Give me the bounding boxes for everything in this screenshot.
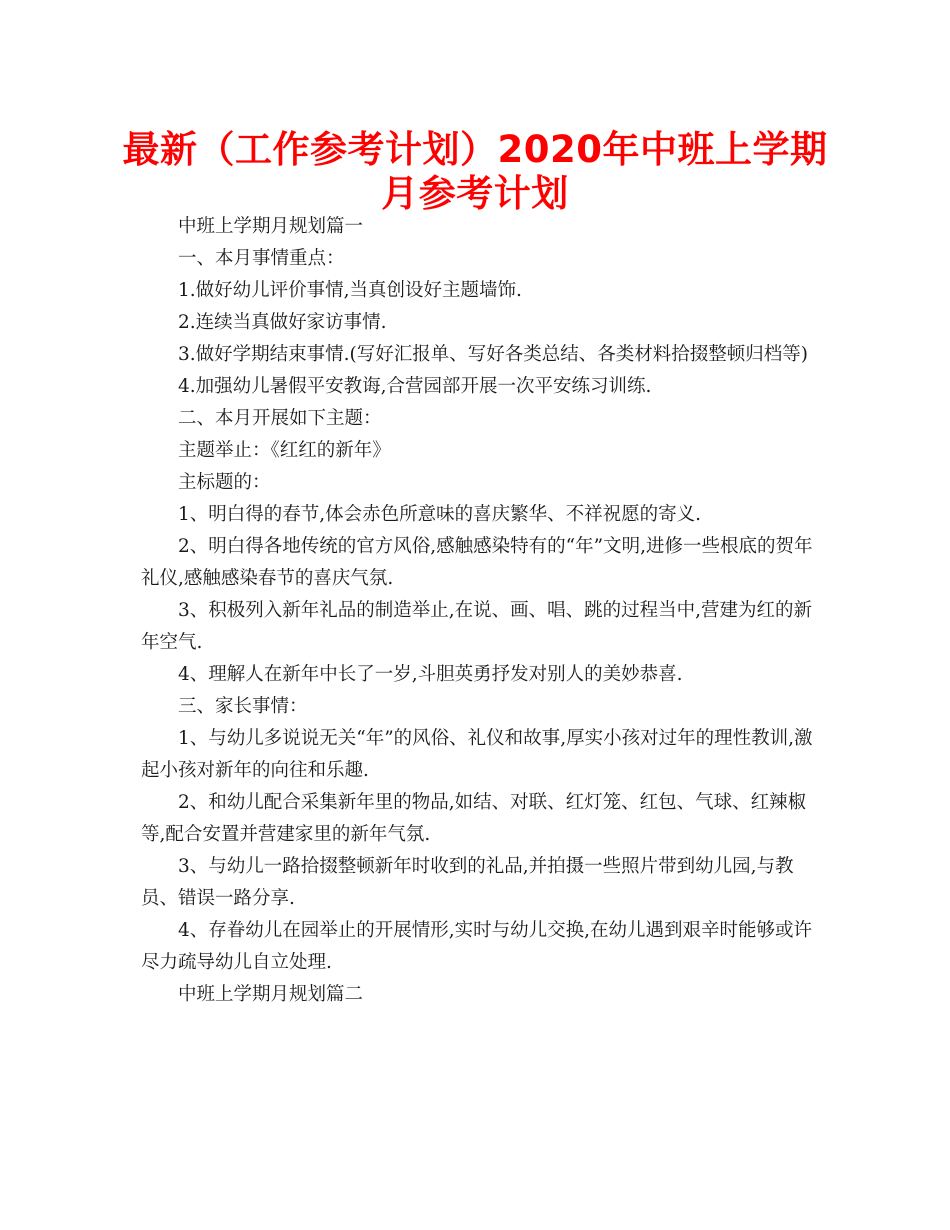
paragraph-heading-themes: 二、本月开展如下主题： (178, 408, 382, 429)
paragraph-item: 4.加强幼儿暑假平安教诲,合营园部开展一次平安练习训练. (178, 376, 652, 397)
paragraph-item: 2、和幼儿配合采集新年里的物品,如结、对联、红灯笼、红包、气球、红辣椒等,配合安置并营建家里的新年气氛. (141, 792, 807, 845)
paragraph-goals-label: 主标题的： (178, 472, 271, 493)
paragraph-item: 1、与幼儿多说说无关“年”的风俗、礼仪和故事,厚实小孩对过年的理性教训,激起小孩对新年的向往和乐趣. (141, 728, 813, 781)
paragraph-item: 4、存眷幼儿在园举止的开展情形,实时与幼儿交换,在幼儿遇到艰辛时能够或许尽力疏导幼儿自立处理. (141, 920, 813, 973)
paragraph-item: 1、明白得的春节,体会赤色所意味的喜庆繁华、不祥祝愿的寄义. (178, 504, 702, 525)
document-title-line-2: 月参考计划 (381, 172, 569, 215)
document-title-line-1: 最新（工作参考计划）2020年中班上学期 (122, 128, 828, 171)
paragraph-section-heading-2: 中班上学期月规划篇二 (178, 984, 364, 1005)
paragraph-item: 2、明白得各地传统的官方风俗,感触感染特有的“年”文明,进修一些根底的贺年礼仪,感触感染春节的喜庆气氛. (141, 536, 813, 589)
paragraph-item: 3.做好学期结束事情.(写好汇报单、写好各类总结、各类材料拾掇整顿归档等) (178, 344, 808, 365)
paragraph-item: 3、积极列入新年礼品的制造举止,在说、画、唱、跳的过程当中,营建为红的新年空气. (141, 600, 813, 653)
paragraph-theme-activity: 主题举止：《红红的新年》 (178, 440, 391, 461)
paragraph-item: 4、理解人在新年中长了一岁,斗胆英勇抒发对别人的美妙恭喜. (178, 664, 683, 685)
paragraph-section-heading-1: 中班上学期月规划篇一 (178, 216, 364, 237)
paragraph-item: 2.连续当真做好家访事情. (178, 312, 387, 333)
paragraph-item: 3、与幼儿一路拾掇整顿新年时收到的礼品,并拍摄一些照片带到幼儿园,与教员、错误一路分享. (141, 856, 794, 909)
paragraph-heading-focus: 一、本月事情重点： (178, 248, 345, 269)
document-body (141, 211, 813, 1011)
paragraph-heading-parents: 三、家长事情： (178, 696, 308, 717)
paragraph-item: 1.做好幼儿评价事情,当真创设好主题墙饰. (178, 280, 522, 301)
